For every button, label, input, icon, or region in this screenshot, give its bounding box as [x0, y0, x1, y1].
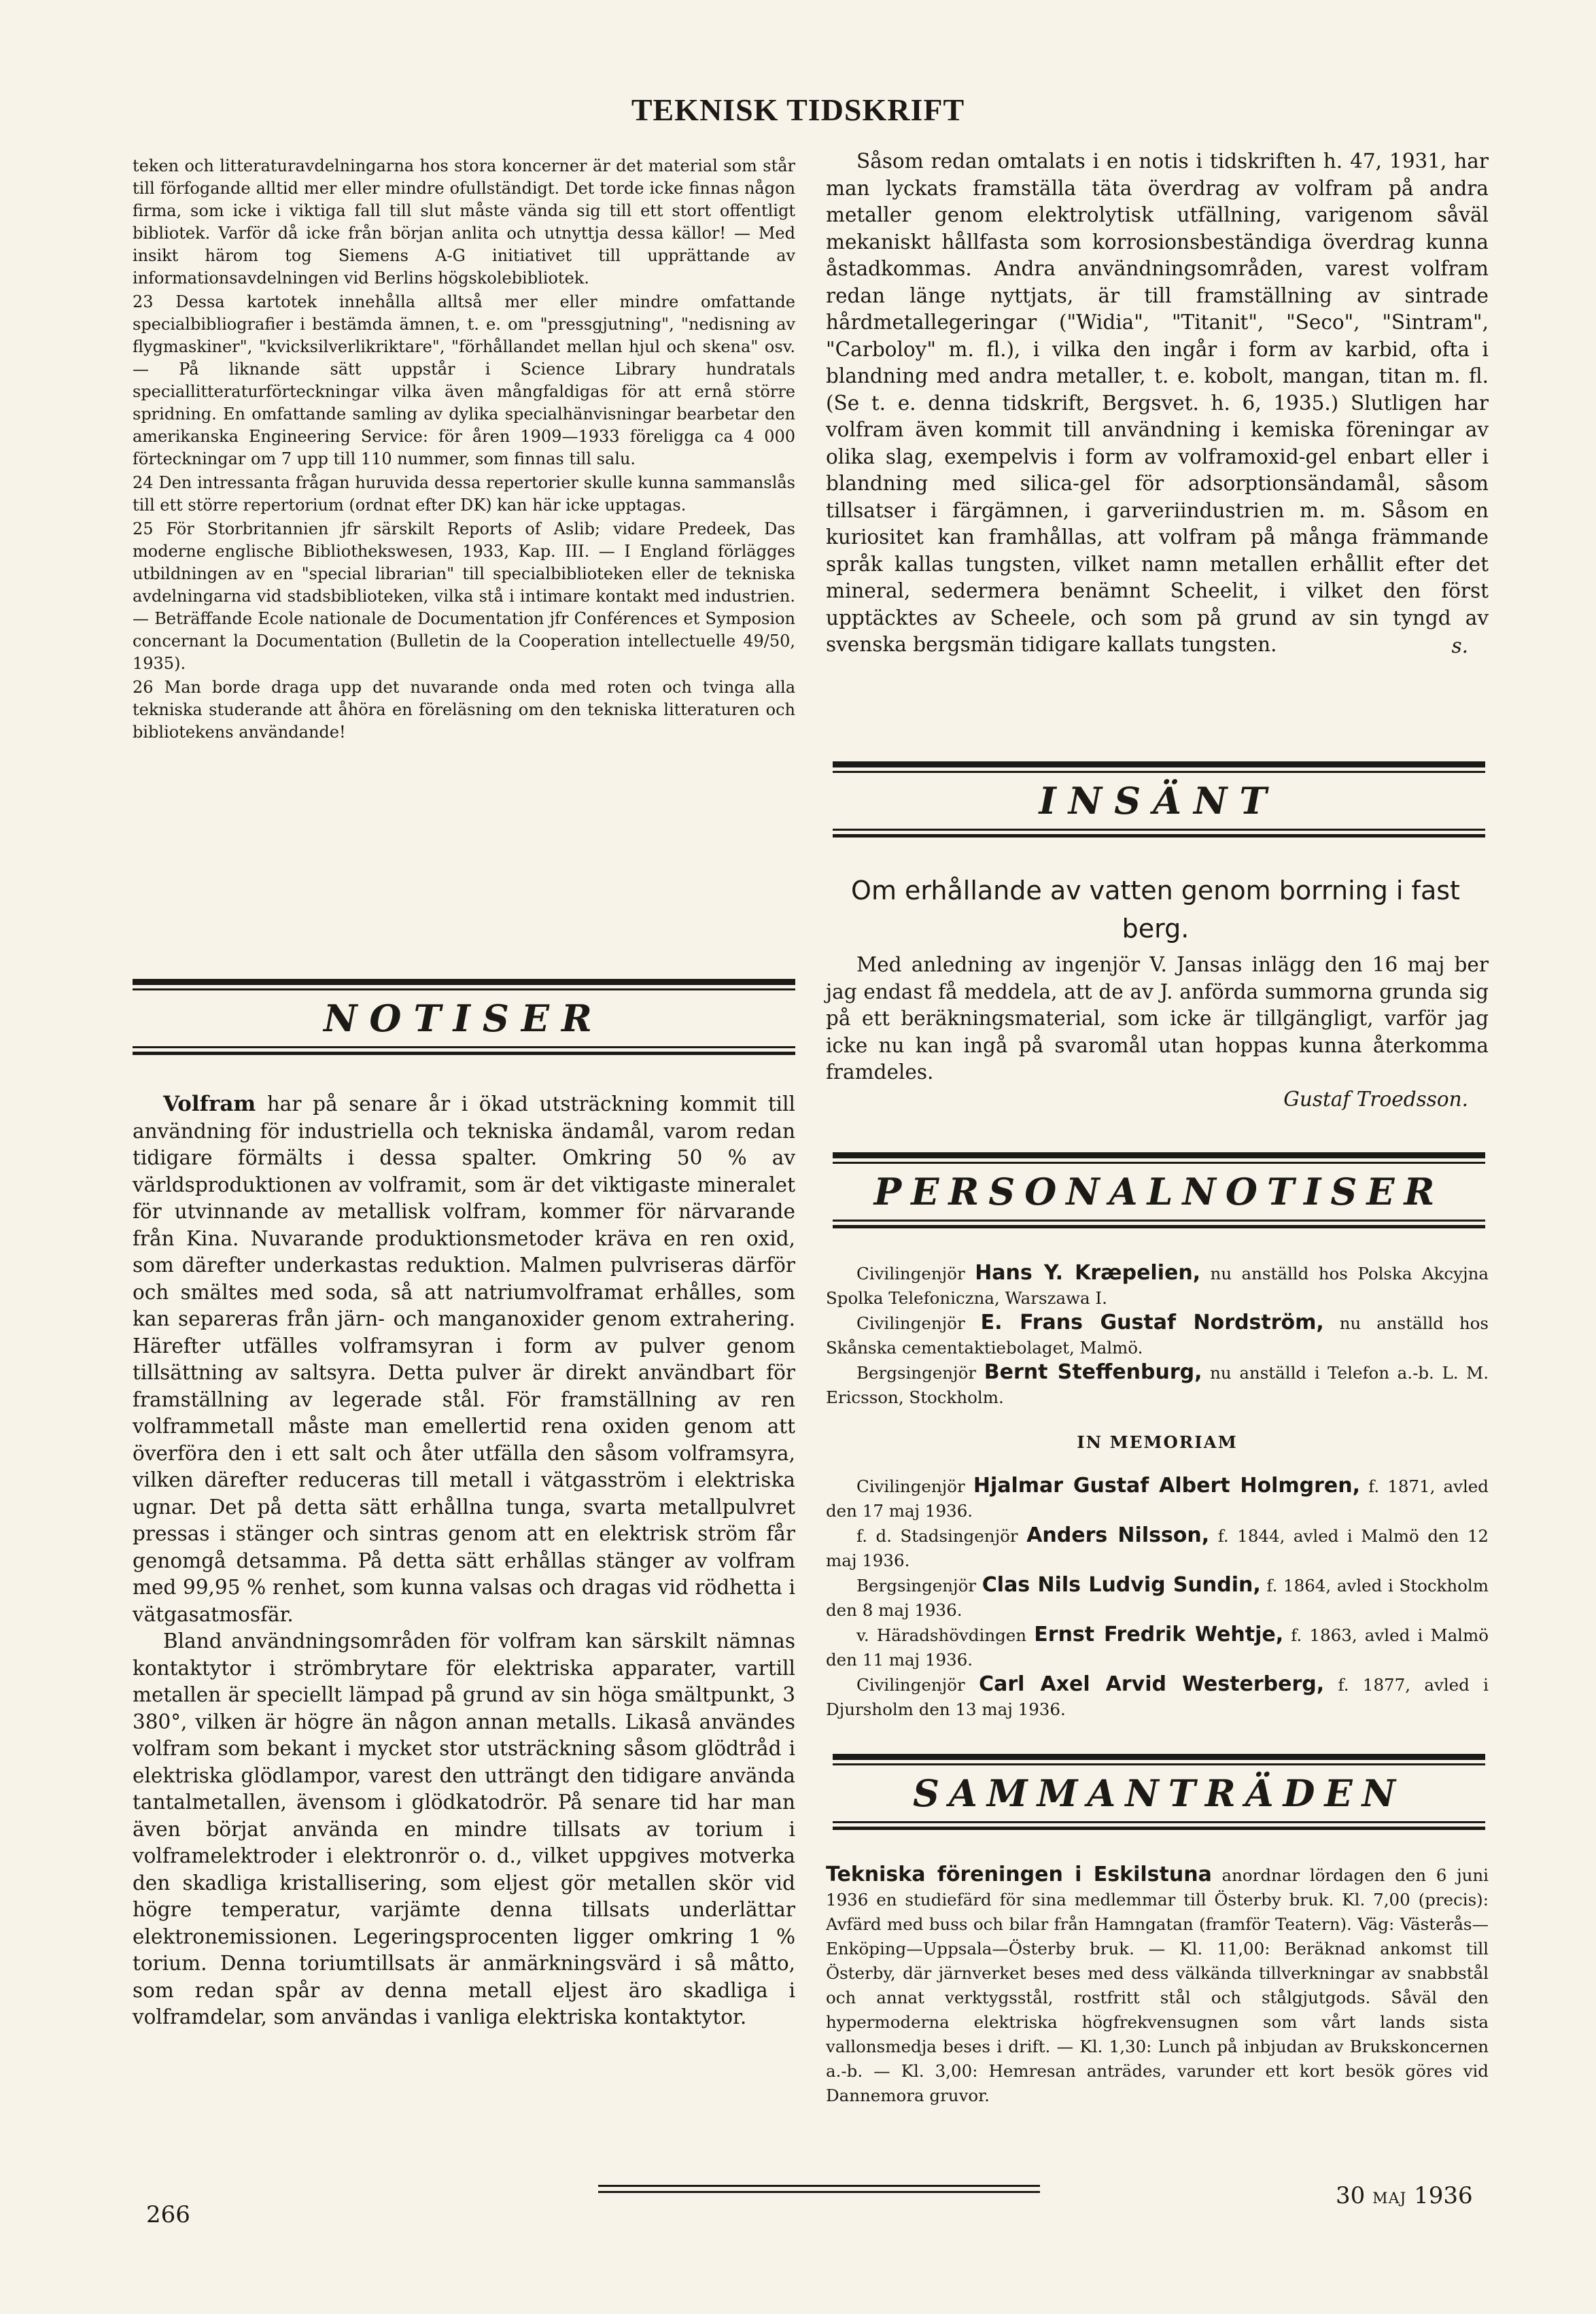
article-lead-volfram: Volfram: [163, 1092, 256, 1116]
footnote-continuation: teken och litteraturavdelningarna hos stora koncerner är det material som står till förfogande alltid mer eller mindre ofullständigt. Det torde icke finnas någon firma, som icke i viktiga fall till slut måste vända sig till ett stort offentligt bibliotek. Varför då icke från början anlita och utnyttja dessa källor! — Med insikt härom tog Siemens A-G initiativet till upprättande av informationsavdelningen vid Berlins högskolebibliotek.: [133, 156, 795, 288]
footnote-26: 26 Man borde draga upp det nuvarande onda med roten och tvinga alla tekniska studerande att åhöra en föreläsning om den tekniska litteraturen och bibliotekens användande!: [133, 678, 795, 742]
sammantraden-lead: Tekniska föreningen i Eskilstuna: [826, 1863, 1212, 1886]
insant-signature: Gustaf Troedsson.: [1283, 1087, 1468, 1111]
personal-entry: Bergsingenjör Bernt Steffenburg, nu anställd i Telefon a.-b. L. M. Ericsson, Stockholm.: [826, 1360, 1489, 1407]
footer-rule: [598, 2185, 1040, 2197]
footnote-23: 23 Dessa kartotek innehålla alltså mer eller mindre omfattande specialbibliografier i bestämda ämnen, t. e. om "pressgjutning", "nedisning av flygmaskiner", "kvicksilverlikriktare", "förhållandet mellan hjul och skena" osv. — På liknande sätt uppstår i Science Library hundratals speciallitteraturförteckningar vilka även mångfaldigas för att ernå större spridning. En omfattande samling av dylika specialhänvisningar bearbetar den amerikanska Engineering Service: för åren 1909—1933 föreligga ca 4 000 förteckningar om 7 upp till 110 nummer, som finnas till salu.: [133, 292, 795, 468]
section-heading-insant: INSÄNT: [1039, 779, 1279, 823]
personal-entry: Civilingenjör E. Frans Gustaf Nordström, nu anställd hos Skånska cementaktiebolaget, Malmö.: [826, 1311, 1489, 1358]
sammantraden-article: [826, 1863, 1489, 2108]
in-memoriam-label: IN MEMORIAM: [1077, 1432, 1238, 1452]
memoriam-entry: Civilingenjör Hjalmar Gustaf Albert Holmgren, f. 1871, avled den 17 maj 1936.: [826, 1474, 1489, 1521]
notiser-article-volfram: [133, 1091, 795, 2031]
sammantraden-body: anordnar lördagen den 6 juni 1936 en studiefärd för sina medlemmar till Österby bruk. Kl. 7,00 (precis): Avfärd med buss och bilar från Hamngatan (framför Teatern). Väg: Västerås—Enköping—Uppsala—Österby bruk. — Kl. 11,00: Beräknad ankomst till Österby, där järnverket beses med dess välkända tillverkningar av snabbstål och annat verktygsstål, rostfritt stål och stålgjutgods. Såväl den hypermoderna elektriska högfrekvensugnen som vårt lands sista vallonsmedja beses i drift. — Kl. 1,30: Lunch på inbjudan av Brukskoncernen a.-b. — Kl. 3,00: Hemresan anträdes, varunder ett kort besök göres vid Dannemora gruvor.: [826, 1865, 1489, 2105]
memoriam-entry: Civilingenjör Carl Axel Arvid Westerberg, f. 1877, avled i Djursholm den 13 maj 1936.: [826, 1672, 1489, 1719]
memoriam-entry: f. d. Stadsingenjör Anders Nilsson, f. 1844, avled i Malmö den 12 maj 1936.: [826, 1523, 1489, 1570]
section-heading-sammantraden: SAMMANTRÄDEN: [912, 1772, 1405, 1815]
personal-list: [826, 1261, 1489, 1722]
sammantraden-header: [833, 1754, 1485, 1830]
masthead: TEKNISK TIDSKRIFT: [631, 92, 965, 127]
footnote-24: 24 Den intressanta frågan huruvida dessa repertorier skulle kunna sammanslås till ett större repertorium (ordnat efter DK) kan här icke upptagas.: [133, 473, 795, 515]
footnotes: [133, 155, 795, 744]
memoriam-entry: v. Häradshövdingen Ernst Fredrik Wehtje, f. 1863, avled i Malmö den 11 maj 1936.: [826, 1623, 1489, 1670]
memoriam-entry: Bergsingenjör Clas Nils Ludvig Sundin, f. 1864, avled i Stockholm den 8 maj 1936.: [826, 1573, 1489, 1620]
insant-article: [826, 952, 1489, 1113]
insant-body: Med anledning av ingenjör V. Jansas inlägg den 16 maj ber jag endast få meddela, att de av J. anförda summorna grunda sig på ett beräkningsmaterial, som icke är tillgängligt, varför jag icke nu kan ingå på svaromål utan hoppas kunna återkomma framdeles.: [826, 953, 1489, 1084]
section-heading-notiser: NOTISER: [324, 997, 604, 1040]
section-heading-personalnotiser: PERSONALNOTISER: [873, 1170, 1444, 1213]
article-paragraph-2: Bland användningsområden för volfram kan särskilt nämnas kontaktytor i strömbrytare för elektriska apparater, vartill metallen är speciellt lämpad på grund av sin höga smältpunkt, 3 380°, vilken är högre än någon annan metalls. Likaså användes volfram som bekant i mycket stor utsträckning såsom glödtråd i elektriska glödlampor, varest den utträngt den tidigare använda tantalmetallen, ävensom i glödkatodrör. På senare tid har man även börjat använda en mindre tillsats av torium i volframelektroder i elektronrör o. d., vilket uppgives motverka den skadliga kristallisering, som eljest gör metallen skör vid högre temperatur, varjämte denna tillsats underlättar elektronemissionen. Legeringsprocenten ligger omkring 1 % torium. Denna toriumtillsats är anmärkningsvärd i så måtto, som redan spår av denna metall eljest äro skadliga i volframdelar, som användas i vanliga elektriska kontaktytor.: [133, 1629, 795, 2028]
issue-date: 30 MAJ 1936: [1336, 2182, 1473, 2209]
article-title-insant: Om erhållande av vatten genom borrning i fast berg.: [851, 876, 1460, 944]
footnote-25: 25 För Storbritannien jfr särskilt Reports of Aslib; vidare Predeek, Das moderne englische Bibliothekswesen, 1933, Kap. III. — I England förlägges utbildningen av en "special librarian" till specialbiblioteken eller de tekniska avdelningarna vid stadsbiblioteken, vilka stå i intimare kontakt med industrien. — Beträffande Ecole nationale de Documentation jfr Conférences et Symposion concernant la Documentation (Bulletin de la Cooperation intellectuelle 49/50, 1935).: [133, 519, 795, 673]
notiser-header: [133, 979, 795, 1055]
article-paragraph-3: Såsom redan omtalats i en notis i tidskriften h. 47, 1931, har man lyckats framställa täta överdrag av volfram på andra metaller genom elektrolytisk utfällning, varigenom såväl mekaniskt hållfasta som korrosionsbeständiga överdrag kunna åstadkommas. Andra användningsområden, varest volfram redan länge nyttjats, är till framställning av sintrade hårdmetallegeringar ("Widia", "Titanit", "Seco", "Sintram", "Carboloy" m. fl.), i vilka den ingår i form av karbid, ofta i blandning med andra metaller, t. e. kobolt, mangan, titan m. fl. (Se t. e. denna tidskrift, Bergsvet. h. 6, 1935.) Slutligen har volfram även kommit till användning i kemiska föreningar av olika slag, exempelvis i form av volframoxid-gel enbart eller i blandning med silica-gel för adsorptionsändamål, såsom tillsatser i färgämnen, i garveriindustrien m. m. Såsom en kuriositet kan framhållas, att volfram på många främmande språk kallas tungsten, vilket namn metallen erhållit efter det mineral, sedermera benämnt Scheelit, i vilket den först upptäcktes av Scheele, och som på grund av sin tyngd av svenska bergsmän tidigare kallats tungsten.: [826, 150, 1489, 656]
notiser-article-continuation: [826, 148, 1489, 659]
page-number: 266: [146, 2201, 190, 2228]
insant-header: [833, 761, 1485, 837]
article-paragraph-1: har på senare år i ökad utsträckning kommit till användning för industriella och tekniska ändamål, varom redan tidigare förmälts i dessa spalter. Omkring 50 % av världsproduktionen av volframit, som är det viktigaste mineralet för utvinnande av metallisk volfram, kommer för närvarande från Kina. Nuvarande produktionsmetoder kräva en ren oxid, som därefter underkastas reduktion. Malmen pulvriseras därför och smältes med soda, så att natriumvolframat erhålles, som kan separeras från järn- och manganoxider genom extrahering. Härefter utfälles volframsyran i form av pulver genom tillsättning av saltsyra. Detta pulver är direkt användbart för framställning av legerade stål. För framställning av ren volframmetall måste man emellertid rena oxiden genom att överföra den i ett salt och åter utfälla den såsom volframsyra, vilken därefter reduceras till metall i vätgasström i elektriska ugnar. Det på detta sätt erhållna tunga, svarta metallpulvret pressas i stänger och sintras genom att en elektrisk ström får genomgå detsamma. På detta sätt erhållas stänger av volfram med 99,95 % renhet, som kunna valsas och dragas vid rödhetta i vätgasatmosfär.: [133, 1092, 795, 1626]
personal-entry: Civilingenjör Hans Y. Kræpelien, nu anställd hos Polska Akcyjna Spolka Telefoniczna, Warszawa I.: [826, 1261, 1489, 1308]
article-signature: s.: [1451, 634, 1468, 657]
personal-header: [833, 1152, 1485, 1228]
